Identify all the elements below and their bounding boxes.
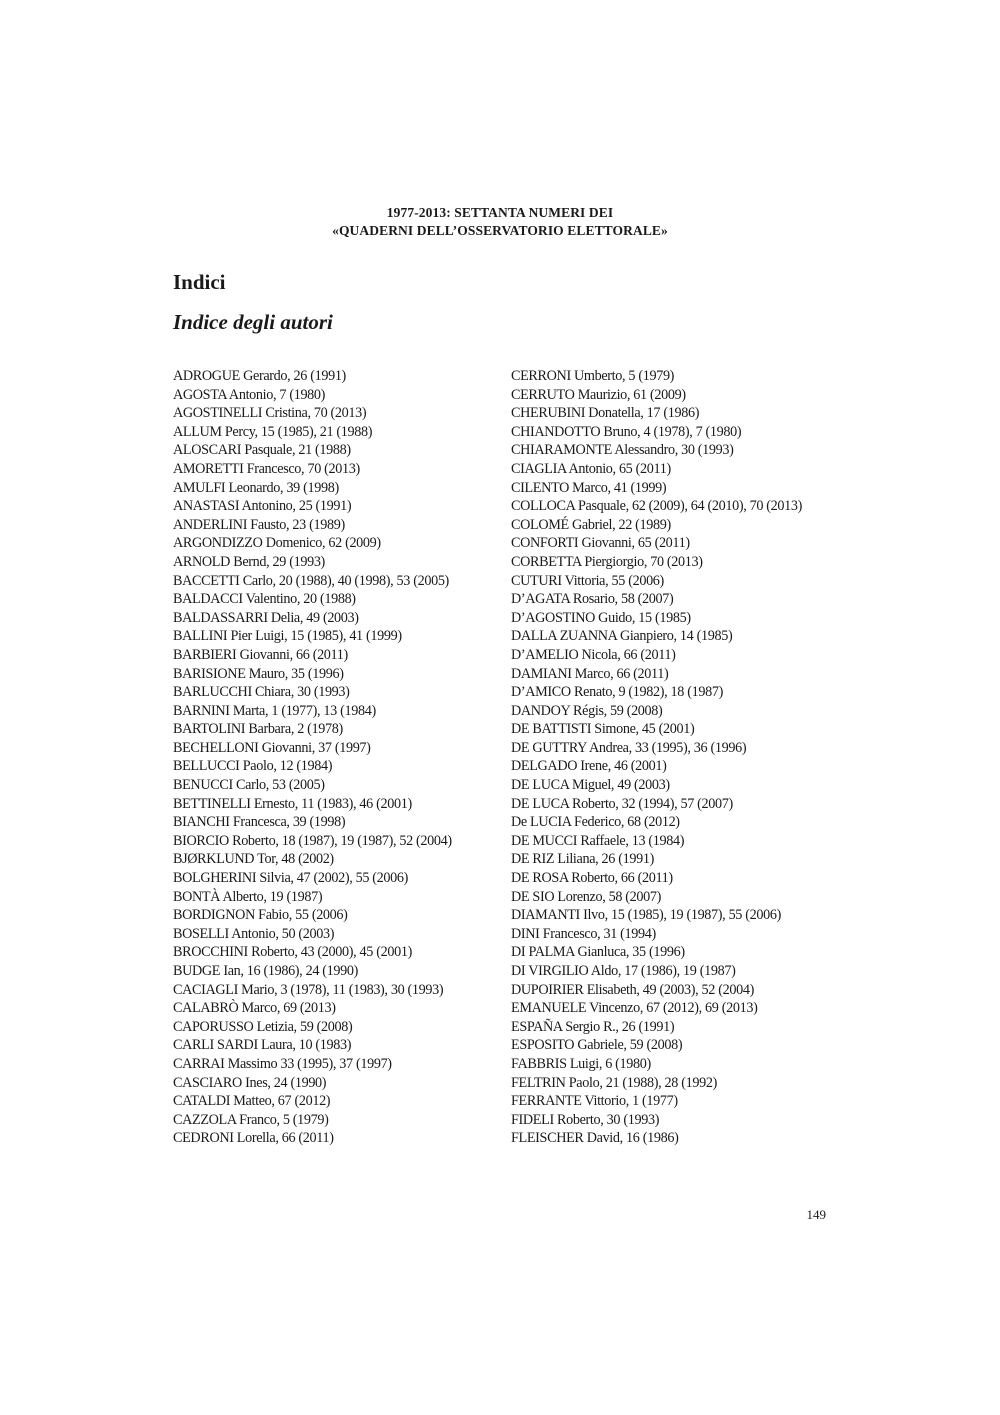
author-entry: BUDGE Ian, 16 (1986), 24 (1990) [173,963,358,979]
author-entry: De LUCIA Federico, 68 (2012) [511,814,680,831]
author-entry: FABBRIS Luigi, 6 (1980) [511,1055,651,1072]
author-entry: CASCIARO Ines, 24 (1990) [173,1074,327,1091]
author-entry: COLLOCA Pasquale, 62 (2009), 64 (2010), 70 (2013) [511,498,802,515]
author-entry: BARTOLINI Barbara, 2 (1978) [173,721,343,738]
author-entry: D’AMELIO Nicola, 66 (2011) [511,646,676,663]
author-entry: DE RIZ Liliana, 26 (1991) [511,851,654,868]
author-entry: DINI Francesco, 31 (1994) [511,925,656,942]
author-entry: DI VIRGILIO Aldo, 17 (1986), 19 (1987) [511,963,736,979]
author-entry: CONFORTI Giovanni, 65 (2011) [511,535,690,552]
author-entry: CIAGLIA Antonio, 65 (2011) [511,460,671,477]
author-entry: CATALDI Matteo, 67 (2012) [173,1093,331,1110]
author-entry: ADROGUE Gerardo, 26 (1991) [173,368,346,384]
author-entry: CERRONI Umberto, 5 (1979) [511,368,675,384]
author-entry: BOSELLI Antonio, 50 (2003) [173,925,335,942]
author-entry: ARNOLD Bernd, 29 (1993) [173,553,325,570]
author-entry: ANDERLINI Fausto, 23 (1989) [173,516,345,533]
author-entry: ESPOSITO Gabriele, 59 (2008) [511,1037,683,1054]
author-entry: FELTRIN Paolo, 21 (1988), 28 (1992) [511,1074,717,1091]
author-entry: BARLUCCHI Chiara, 30 (1993) [173,684,350,701]
author-entry: D’AGOSTINO Guido, 15 (1985) [511,609,691,626]
author-entry: DE LUCA Roberto, 32 (1994), 57 (2007) [511,795,733,812]
author-entry: BJØRKLUND Tor, 48 (2002) [173,851,334,868]
author-entry: COLOMÉ Gabriel, 22 (1989) [511,516,671,533]
author-entry: AGOSTA Antonio, 7 (1980) [173,386,326,403]
author-entry: BARNINI Marta, 1 (1977), 13 (1984) [173,702,376,719]
author-entry: DAMIANI Marco, 66 (2011) [511,665,669,682]
author-entry: ESPAÑA Sergio R., 26 (1991) [511,1018,675,1035]
page-number: 149 [806,1207,826,1222]
author-entry: AMORETTI Francesco, 70 (2013) [173,460,360,477]
author-entry: EMANUELE Vincenzo, 67 (2012), 69 (2013) [511,1000,758,1017]
author-entry: CHIANDOTTO Bruno, 4 (1978), 7 (1980) [511,423,742,440]
author-entry: DI PALMA Gianluca, 35 (1996) [511,944,685,961]
author-entry: DE MUCCI Raffaele, 13 (1984) [511,832,685,849]
author-entry: D’AGATA Rosario, 58 (2007) [511,591,674,608]
author-entry: DELGADO Irene, 46 (2001) [511,758,667,775]
author-entry: BECHELLONI Giovanni, 37 (1997) [173,739,371,756]
author-entry: CAPORUSSO Letizia, 59 (2008) [173,1018,353,1035]
author-entry: ALOSCARI Pasquale, 21 (1988) [173,442,351,459]
author-entry: DE GUTTRY Andrea, 33 (1995), 36 (1996) [511,739,747,756]
author-entry: DE ROSA Roberto, 66 (2011) [511,870,673,887]
author-entry: CHIARAMONTE Alessandro, 30 (1993) [511,442,734,459]
author-entry: DE BATTISTI Simone, 45 (2001) [511,721,695,738]
author-entry: AMULFI Leonardo, 39 (1998) [173,479,339,496]
author-entry: BETTINELLI Ernesto, 11 (1983), 46 (2001) [173,795,412,812]
author-entry: FERRANTE Vittorio, 1 (1977) [511,1093,678,1110]
author-entry: FIDELI Roberto, 30 (1993) [511,1111,660,1128]
author-entry: BROCCHINI Roberto, 43 (2000), 45 (2001) [173,944,412,961]
author-index-left-column [173,367,491,1148]
author-entry: DE SIO Lorenzo, 58 (2007) [511,888,662,905]
author-entry: CACIAGLI Mario, 3 (1978), 11 (1983), 30 (1993) [173,981,444,998]
author-entry: DE LUCA Miguel, 49 (2003) [511,777,670,794]
header-line-2: «QUADERNI DELL’OSSERVATORIO ELETTORALE» [332,223,668,238]
author-entry: BALLINI Pier Luigi, 15 (1985), 41 (1999) [173,628,402,645]
author-entry: CHERUBINI Donatella, 17 (1986) [511,405,700,422]
header-line-1: 1977-2013: SETTANTA NUMERI DEI [386,205,614,220]
author-entry: CEDRONI Lorella, 66 (2011) [173,1130,334,1147]
author-entry: BACCETTI Carlo, 20 (1988), 40 (1998), 53 (2005) [173,572,449,589]
subsection-title: Indice degli autori [173,310,333,334]
author-entry: BORDIGNON Fabio, 55 (2006) [173,907,348,924]
author-entry: CUTURI Vittoria, 55 (2006) [511,572,664,589]
author-entry: CILENTO Marco, 41 (1999) [511,479,667,496]
author-entry: D’AMICO Renato, 9 (1982), 18 (1987) [511,684,723,701]
author-entry: BENUCCI Carlo, 53 (2005) [173,777,325,794]
author-entry: ANASTASI Antonino, 25 (1991) [173,498,352,515]
author-entry: CORBETTA Piergiorgio, 70 (2013) [511,553,703,570]
author-entry: CARLI SARDI Laura, 10 (1983) [173,1037,352,1054]
author-entry: BARISIONE Mauro, 35 (1996) [173,665,344,682]
author-entry: BIANCHI Francesca, 39 (1998) [173,814,346,831]
author-entry: BELLUCCI Paolo, 12 (1984) [173,758,333,775]
author-entry: BOLGHERINI Silvia, 47 (2002), 55 (2006) [173,870,408,887]
author-entry: ARGONDIZZO Domenico, 62 (2009) [173,535,381,552]
author-entry: BARBIERI Giovanni, 66 (2011) [173,646,348,663]
author-entry: BONTÀ Alberto, 19 (1987) [173,888,323,905]
author-entry: CALABRÒ Marco, 69 (2013) [173,1000,336,1017]
author-entry: DIAMANTI Ilvo, 15 (1985), 19 (1987), 55 (2006) [511,907,781,924]
author-entry: BIORCIO Roberto, 18 (1987), 19 (1987), 52 (2004) [173,832,452,849]
author-entry: DALLA ZUANNA Gianpiero, 14 (1985) [511,628,733,645]
author-index-right-column [511,367,829,1148]
author-entry: CAZZOLA Franco, 5 (1979) [173,1111,329,1128]
author-entry: AGOSTINELLI Cristina, 70 (2013) [173,405,367,422]
author-entry: BALDASSARRI Delia, 49 (2003) [173,609,359,626]
section-title: Indici [173,270,226,294]
author-entry: BALDACCI Valentino, 20 (1988) [173,591,356,608]
author-entry: FLEISCHER David, 16 (1986) [511,1130,679,1147]
author-entry: DUPOIRIER Elisabeth, 49 (2003), 52 (2004) [511,981,754,998]
author-entry: CERRUTO Maurizio, 61 (2009) [511,386,686,403]
author-entry: CARRAI Massimo 33 (1995), 37 (1997) [173,1055,392,1072]
author-entry: DANDOY Régis, 59 (2008) [511,702,663,719]
page-header [173,204,827,240]
author-entry: ALLUM Percy, 15 (1985), 21 (1988) [173,423,373,440]
